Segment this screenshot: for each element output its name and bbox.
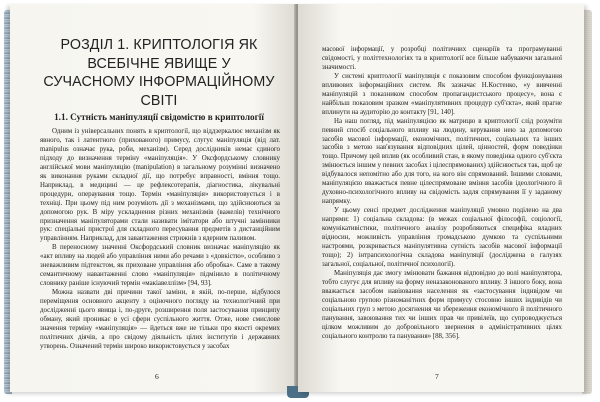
paragraph: Одним із універсальних понять в криптології, що віддзеркалює механізм як явного, так і латентного (прихованого) примусу, слугує маніпуляція (від лат. manipulus означає рука, роби, механізм). Серед дослідників немає єдиного підходу до визначення терміну «маніпуляція». У Оксфордському словнику англійської мови маніпуляцію (manipulation) в загальному розумінні визначено як виконання руками складної дії, що потребує вправності, вміння тощо. Наприклад, в медицині — це рефлексотерапія, діагностика, лікувальні процедури, операування тощо. Термін «маніпуляція» використовується і в техніці. При цьому під ним розуміють дії з механізмами, що здійснюються за допомогою рук. В міру ускладнення різних механізмів (важелів) технічного призначення маніпуляторами стали називати імітатори або штучні замінники рук: спеціальні пристрої для складного пересування предметів з дистанційним управлінням. Наприклад, для завантаження стрижнів з ядерним паливом.	[40, 128, 280, 243]
right-page	[298, 4, 584, 392]
paragraph: В переносному значенні Оксфордський словник визначає маніпуляцію як «акт впливу на людей або управління ними або речами з «довкістю», особливо з зневажливим підтекстом, як приховане управління або обробка». Саме в такому семантичному навантаженні слово «маніпуляція» підмінило в політичному словнику раніше існуючий термін «макіавеллізм» [94, 93].	[40, 244, 280, 288]
chapter-title: РОЗДІЛ 1. КРИПТОЛОГІЯ ЯК ВСЕБІЧНЕ ЯВИЩЕ У СУЧАСНОМУ ІНФОРМАЦІЙНОМУ СВІТІ	[43, 37, 275, 109]
left-page	[10, 4, 296, 392]
paragraph: Можна назвати дві причини такої заміни, в якій, по-перше, відбулося переміщення основного акценту з оціночного погляду на технологічний при дослідженні цього явища і, по-друге, розширення поля застосування принципу обману, який проникає в усі сфери суспільного життя. Отже, нове смислове значення терміну «маніпуляція» — йдеться вже не тільки про якості окремих політичних діячів, а про свідому діяльність цілих інститутів і державних утворень. Означений термін широко використовується у засобах	[40, 289, 280, 350]
open-book	[4, 4, 596, 400]
paragraph: У системі криптології маніпуляція є показовим способом функціонування впливових інформаційних систем. Як зазначає Н.Костенко, «у вивченні маніпуляцій з показником способом пропагандистського процесу», вона є найбільш показовим зразком «маніпулятивних процедур суб'єкта», який прагне вплинути на аудиторію до контакту [91, 140].	[322, 72, 562, 116]
paragraph: У цьому сенсі предмет дослідження маніпуляції умовно поділено на два напрями: 1) соціальна складова: (в межах соціальної філософії, соціології, комунікативістики, політичного аналізу розробляються специфіка владних відносин, можливість управління громадською думкою та суспільними настроями, розкривається маніпулятивна сутність засобів масової інформації тощо); 2) інтрапсихологічна складова маніпуляції (досліджена в галузях загальної, соціальної, політичної психології).	[322, 207, 562, 268]
paragraph: На наш погляд, під маніпуляцією як матрицю в криптології слід розуміти певний спосіб соціального впливу на людину, керування нею за допомогою засобів масової інформації, економічних, політичних, соціальних та інших засобів з метою нав'язування відповідних цілей, цінностей, форм поведінки тощо. Причому цей вплив (як особливий стан, в якому поведінка одного суб'єкта змінюється іншим у певних засобах і цілеспрямованих) здійснюється так, щоб це відбувалося непомітно або для того, на кого він спрямований. Іншими словами, маніпуляцією вважається певне цілеспрямоване вміння засобів ідеологічного й духовно-психологічного впливу на свідомість задля спрямування її у заданому напрямку.	[322, 117, 562, 206]
right-page-body	[322, 46, 562, 341]
paragraph: масової інформації, у розробці політичних сценаріїв та програмуванні свідомості, у політтехнологіях та в криптології все більше набуваючи загальної значимості.	[322, 46, 562, 71]
page-number-right: 7	[435, 372, 439, 381]
paragraph: Маніпуляція дає змогу змінювати бажання відповідно до волі маніпулятора, тобто слугує для впливу на форму неназаконованого впливу. З іншого боку, вона вважається засобом навіювання населення як «застосування індивідом чи соціальною групою різноманітних форм примусу стосовно інших індивідів чи соціальних груп з метою досягнення чи збереження економічного й політичного панування, завоювання тих чи інших прав чи привілеїв, що супроводжується цілком можливим до добровільного звернення в адміністративних цілях соціального контролю та панування» [88, 356].	[322, 269, 562, 340]
left-page-body	[40, 128, 280, 352]
page-number-left: 6	[155, 372, 159, 381]
section-title: 1.1. Сутність маніпуляції свідомістю в криптології	[54, 112, 264, 122]
